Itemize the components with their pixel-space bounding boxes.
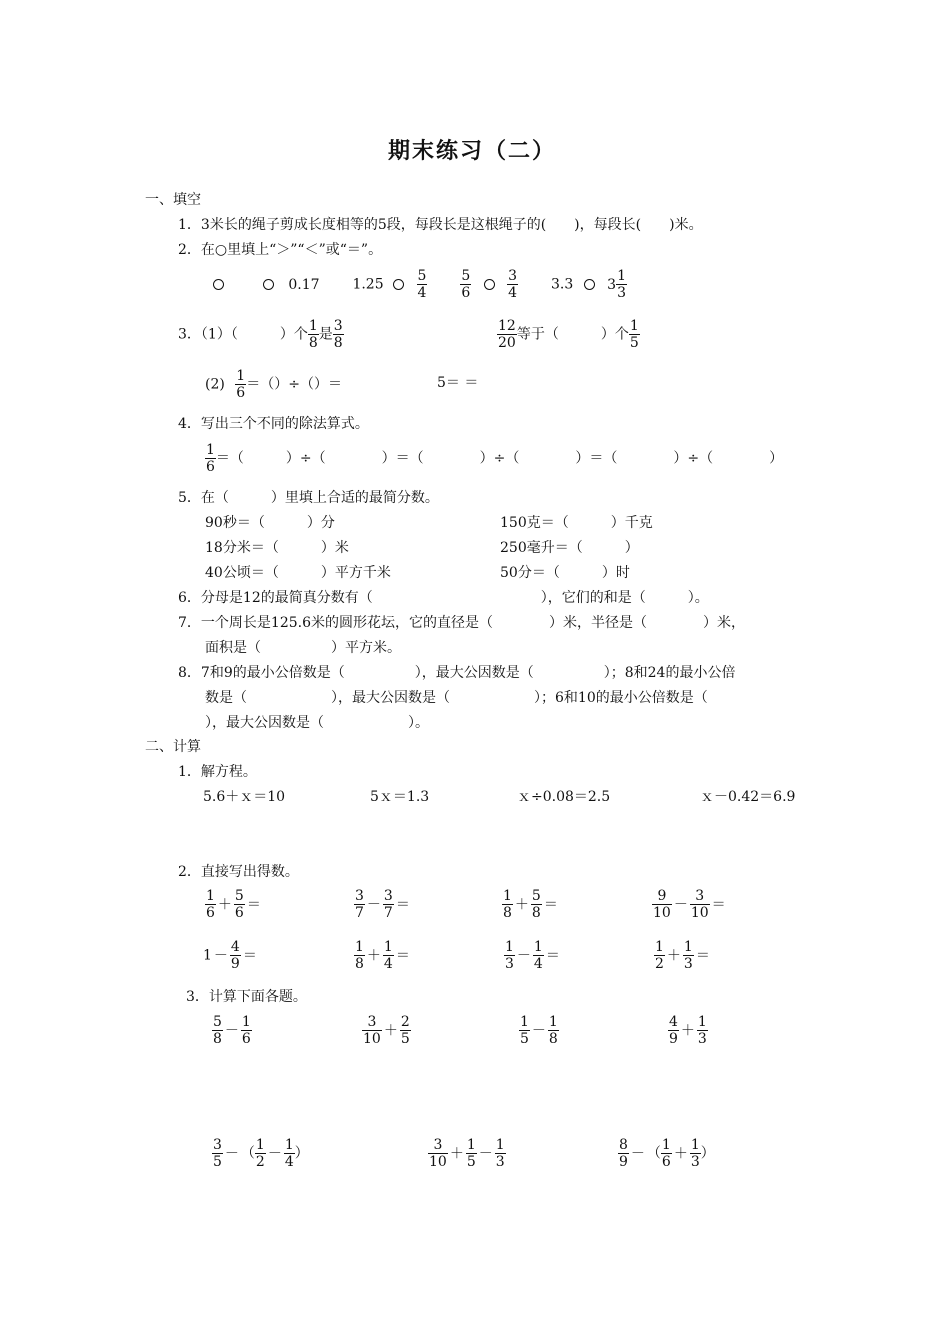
question-7-cont: 面积是（ ）平方米。	[205, 640, 401, 656]
minus: －	[516, 947, 531, 964]
fraction: $\frac{1}{6}$	[241, 1014, 251, 1048]
q3-label: 3．（1）（ ）个	[178, 326, 308, 343]
question-8: 8．7和9的最小公倍数是（ ），最大公因数是（ ）；8和24的最小公倍	[178, 665, 736, 681]
question-4-row	[205, 442, 783, 475]
plus: ＋	[383, 1022, 398, 1039]
minus: －	[213, 947, 228, 964]
number: 1	[203, 947, 212, 964]
fraction: $\frac{3}{5}$	[213, 1137, 222, 1171]
expr	[203, 939, 259, 972]
equals: ＝	[711, 896, 726, 913]
compare-circle	[263, 279, 274, 290]
compare-row	[213, 268, 627, 301]
fraction: $\frac{1}{6}$	[206, 888, 215, 922]
equals: ＝	[395, 947, 410, 964]
question-7: 7．一个周长是125.6米的圆形花坛，它的直径是（ ）米，半径是（ ）米，	[178, 615, 745, 631]
question-3-part2-right: 5＝ ＝	[437, 375, 479, 391]
expr	[212, 1014, 252, 1047]
q5-item: 40公顷＝（ ）平方千米	[205, 565, 391, 581]
minus: －	[224, 1145, 239, 1162]
fraction: $\frac{1}{8}$	[548, 1014, 558, 1048]
fraction: $\frac{1}{4}$	[383, 939, 393, 973]
expr	[205, 888, 263, 921]
q4-row-text: ＝（ ）÷（ ）＝（ ）÷（ ）＝（ ）÷（ ）	[215, 450, 784, 467]
compare-circle	[213, 279, 224, 290]
calc-2: 2．直接写出得数。	[178, 864, 299, 880]
equation: ｘ÷0.08＝2.5	[517, 789, 611, 805]
paren: （	[240, 1145, 255, 1162]
q3-mid: 是	[318, 326, 333, 343]
paren: ）	[700, 1145, 715, 1162]
fraction: $\frac{1}{8}$	[355, 939, 364, 973]
question-3-part1	[178, 318, 344, 351]
section-heading-calc: 二、计算	[145, 739, 201, 755]
equation: ｘ－0.42＝6.9	[700, 789, 796, 805]
fraction: $\frac{1}{2}$	[655, 939, 664, 973]
fraction: $\frac{1}{3}$	[495, 1137, 505, 1171]
fraction: $\frac{3}{4}$	[508, 268, 518, 302]
plus: ＋	[666, 947, 681, 964]
plus: ＋	[514, 896, 529, 913]
expr	[519, 1014, 559, 1047]
expr	[668, 1014, 708, 1047]
question-2: 2．在○里填上“＞”“＜”或“＝”。	[178, 242, 383, 258]
question-6: 6．分母是12的最简真分数有（ ），它们的和是（ ）。	[178, 590, 709, 606]
fraction: $\frac{3}{7}$	[355, 888, 364, 922]
equals: ＝	[695, 947, 710, 964]
fraction: $\frac{5}{6}$	[234, 888, 244, 922]
value-017: 0.17	[288, 276, 320, 293]
calc-3: 3．计算下面各题。	[186, 989, 307, 1005]
fraction: $\frac{1}{3}$	[617, 268, 627, 302]
fraction: $\frac{1}{5}$	[520, 1014, 529, 1048]
expr	[618, 1137, 715, 1170]
fraction: $\frac{3}{7}$	[383, 888, 393, 922]
fraction: $\frac{1}{4}$	[533, 939, 543, 973]
fraction: $\frac{1}{2}$	[255, 1137, 265, 1171]
fraction: $\frac{1}{6}$	[206, 442, 215, 476]
fraction: $\frac{1}{6}$	[236, 368, 246, 402]
expr	[362, 1014, 411, 1047]
mixed-whole: 3	[607, 276, 617, 293]
minus: －	[673, 896, 688, 913]
fraction: $\frac{2}{5}$	[400, 1014, 410, 1048]
fraction: $\frac{5}{8}$	[213, 1014, 222, 1048]
fraction: $\frac{1}{5}$	[629, 318, 639, 352]
compare-circle	[393, 279, 404, 290]
fraction: $\frac{1}{4}$	[284, 1137, 294, 1171]
fraction: $\frac{3}{10}$	[429, 1137, 447, 1171]
value-125: 1.25	[352, 276, 384, 293]
fraction: $\frac{5}{6}$	[461, 268, 471, 302]
expr	[654, 939, 712, 972]
equals: ＝	[543, 896, 558, 913]
plus: ＋	[217, 896, 232, 913]
compare-circle	[484, 279, 495, 290]
q5-item: 18分米＝（ ）米	[205, 540, 349, 556]
expr	[652, 888, 728, 921]
question-3-part2	[205, 368, 342, 401]
minus: －	[366, 896, 381, 913]
compare-circle	[584, 279, 595, 290]
q5-item: 250毫升＝（ ）	[500, 540, 639, 556]
fraction: $\frac{1}{3}$	[505, 939, 514, 973]
equation: 5ｘ＝1.3	[370, 789, 430, 805]
fraction: $\frac{1}{3}$	[690, 1137, 700, 1171]
equals: ＝	[545, 947, 560, 964]
expr	[354, 888, 412, 921]
fraction: $\frac{3}{10}$	[690, 888, 709, 922]
plus: ＋	[366, 947, 381, 964]
minus: －	[267, 1145, 282, 1162]
question-3-part1-right	[497, 318, 640, 351]
q5-item: 50分＝（ ）时	[500, 565, 630, 581]
fraction: $\frac{3}{10}$	[363, 1014, 381, 1048]
fraction: $\frac{9}{10}$	[653, 888, 671, 922]
plus: ＋	[449, 1145, 464, 1162]
paren: （	[646, 1145, 661, 1162]
calc-1: 1．解方程。	[178, 764, 257, 780]
fraction: $\frac{1}{3}$	[697, 1014, 707, 1048]
fraction: $\frac{1}{3}$	[683, 939, 693, 973]
minus: －	[531, 1022, 546, 1039]
plus: ＋	[680, 1022, 695, 1039]
expr	[212, 1137, 309, 1170]
fraction: $\frac{1}{8}$	[308, 318, 318, 352]
page-title: 期末练习（二）	[388, 138, 557, 164]
q5-item: 90秒＝（ ）分	[205, 515, 335, 531]
q3-right: 等于（ ）个	[516, 326, 629, 343]
fraction: $\frac{4}{9}$	[230, 939, 240, 973]
expr	[504, 939, 562, 972]
plus: ＋	[673, 1145, 688, 1162]
expr	[354, 939, 412, 972]
minus: －	[630, 1145, 645, 1162]
fraction: $\frac{1}{8}$	[503, 888, 512, 922]
question-1: 1．3米长的绳子剪成长度相等的5段，每段长是这根绳子的( )，每段长( )米。	[178, 217, 703, 233]
fraction: $\frac{8}{9}$	[619, 1137, 628, 1171]
fraction: $\frac{5}{8}$	[531, 888, 541, 922]
fraction: $\frac{12}{20}$	[498, 318, 516, 352]
equation: 5.6＋ｘ＝10	[203, 789, 286, 805]
equals: ＝	[246, 896, 261, 913]
equals: ＝	[242, 947, 257, 964]
expr	[502, 888, 560, 921]
fraction: $\frac{4}{9}$	[669, 1014, 678, 1048]
q3-p2-text: ＝（）÷（）＝	[246, 376, 342, 393]
value-33: 3.3	[551, 276, 574, 293]
question-8-cont: ），最大公因数是（ ）。	[205, 715, 429, 731]
fraction: $\frac{1}{6}$	[661, 1137, 671, 1171]
q3-p2-label: (2)	[205, 376, 225, 393]
equals: ＝	[395, 896, 410, 913]
fraction: $\frac{1}{5}$	[466, 1137, 476, 1171]
fraction: $\frac{5}{4}$	[417, 268, 427, 302]
minus: －	[224, 1022, 239, 1039]
q5-item: 150克＝（ ）千克	[500, 515, 653, 531]
expr	[428, 1137, 506, 1170]
question-4: 4．写出三个不同的除法算式。	[178, 416, 369, 432]
fraction: $\frac{3}{8}$	[333, 318, 343, 352]
section-heading-fill: 一、填空	[145, 192, 201, 208]
question-8-cont: 数是（ ），最大公因数是（ ）；6和10的最小公倍数是（	[205, 690, 708, 706]
minus: －	[478, 1145, 493, 1162]
question-5: 5．在（ ）里填上合适的最简分数。	[178, 490, 439, 506]
paren: ）	[294, 1145, 309, 1162]
